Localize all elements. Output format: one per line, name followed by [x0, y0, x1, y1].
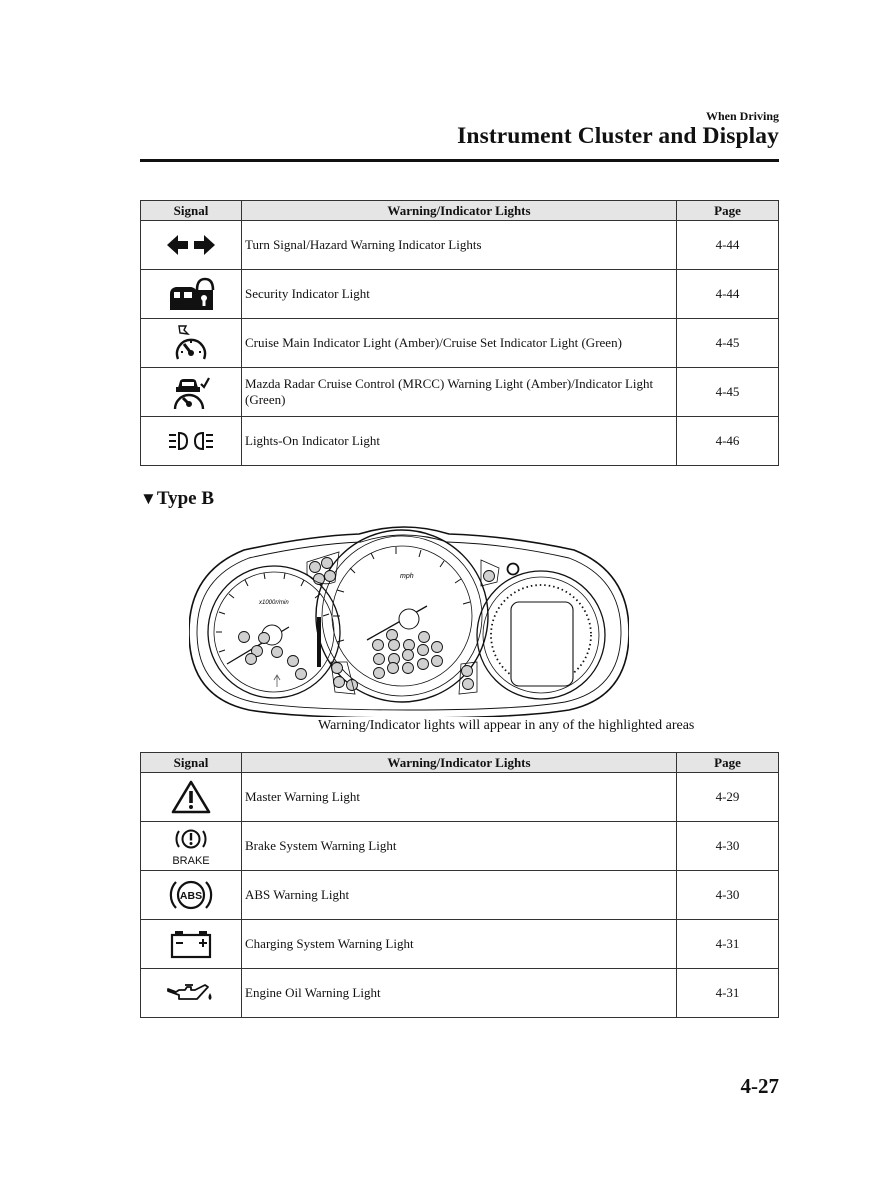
type-b-heading — [140, 488, 214, 510]
brake-warning-icon — [170, 826, 212, 866]
indicator-table-1 — [140, 200, 779, 466]
cluster-caption: Warning/Indicator lights will appear in any of the highlighted areas — [318, 718, 695, 733]
row-page: 4-31 — [677, 969, 779, 1018]
speedometer-unit-label: mph — [400, 573, 414, 580]
row-label: Charging System Warning Light — [242, 920, 677, 969]
cruise-main-icon — [174, 324, 208, 362]
row-page: 4-45 — [677, 319, 779, 368]
triangle-marker-icon: ▼ — [140, 489, 157, 508]
indicator-table-2 — [140, 752, 779, 1018]
row-page: 4-29 — [677, 773, 779, 822]
type-b-title: Type B — [156, 488, 215, 509]
table-row — [141, 368, 779, 417]
row-label: ABS Warning Light — [242, 871, 677, 920]
row-label: Mazda Radar Cruise Control (MRCC) Warning Light (Amber)/Indicator Light (Green) — [242, 368, 677, 417]
row-page: 4-31 — [677, 920, 779, 969]
page-header: Page — [677, 753, 779, 773]
table-row — [141, 773, 779, 822]
title-divider — [140, 159, 779, 162]
reset-knob — [508, 564, 519, 575]
row-page: 4-30 — [677, 871, 779, 920]
row-label: Brake System Warning Light — [242, 822, 677, 871]
lights-on-icon — [167, 430, 215, 452]
row-label: Lights-On Indicator Light — [242, 417, 677, 466]
row-label: Turn Signal/Hazard Warning Indicator Lights — [242, 221, 677, 270]
tachometer-unit-label: x1000r/min — [259, 600, 289, 606]
row-page: 4-44 — [677, 221, 779, 270]
row-page: 4-44 — [677, 270, 779, 319]
table-row — [141, 871, 779, 920]
row-page: 4-30 — [677, 822, 779, 871]
abs-warning-icon — [169, 876, 213, 914]
table-row — [141, 221, 779, 270]
table-header-row — [141, 753, 779, 773]
table-row — [141, 270, 779, 319]
table-row — [141, 969, 779, 1018]
radar-cruise-icon — [171, 373, 211, 411]
brake-icon-text: BRAKE — [172, 855, 210, 866]
page-number: 4-27 — [740, 1074, 779, 1098]
speedometer-ticks — [333, 547, 470, 642]
row-page: 4-46 — [677, 417, 779, 466]
speedometer-hub — [399, 609, 419, 629]
turn-signal-arrows-icon — [166, 234, 216, 256]
master-warning-icon — [170, 779, 212, 815]
signal-header: Signal — [141, 201, 242, 221]
page-header: Page — [677, 201, 779, 221]
page-title: Instrument Cluster and Display — [457, 123, 779, 149]
table-row — [141, 822, 779, 871]
abs-icon-text: ABS — [179, 890, 203, 902]
instrument-cluster-diagram — [189, 522, 629, 717]
temperature-symbol-icon — [274, 675, 280, 687]
row-label: Cruise Main Indicator Light (Amber)/Cruise Set Indicator Light (Green) — [242, 319, 677, 368]
lights-header: Warning/Indicator Lights — [242, 753, 677, 773]
multi-information-display — [511, 602, 573, 686]
oil-can-icon — [165, 981, 217, 1005]
battery-charging-icon — [169, 929, 213, 959]
section-label: When Driving — [705, 109, 779, 123]
table-row — [141, 920, 779, 969]
security-car-lock-icon — [167, 276, 215, 312]
row-page: 4-45 — [677, 368, 779, 417]
table-row — [141, 417, 779, 466]
row-label: Master Warning Light — [242, 773, 677, 822]
table-row — [141, 319, 779, 368]
row-label: Security Indicator Light — [242, 270, 677, 319]
signal-header: Signal — [141, 753, 242, 773]
speedometer-warning-lamps — [373, 630, 443, 679]
table-header-row — [141, 201, 779, 221]
row-label: Engine Oil Warning Light — [242, 969, 677, 1018]
lights-header: Warning/Indicator Lights — [242, 201, 677, 221]
